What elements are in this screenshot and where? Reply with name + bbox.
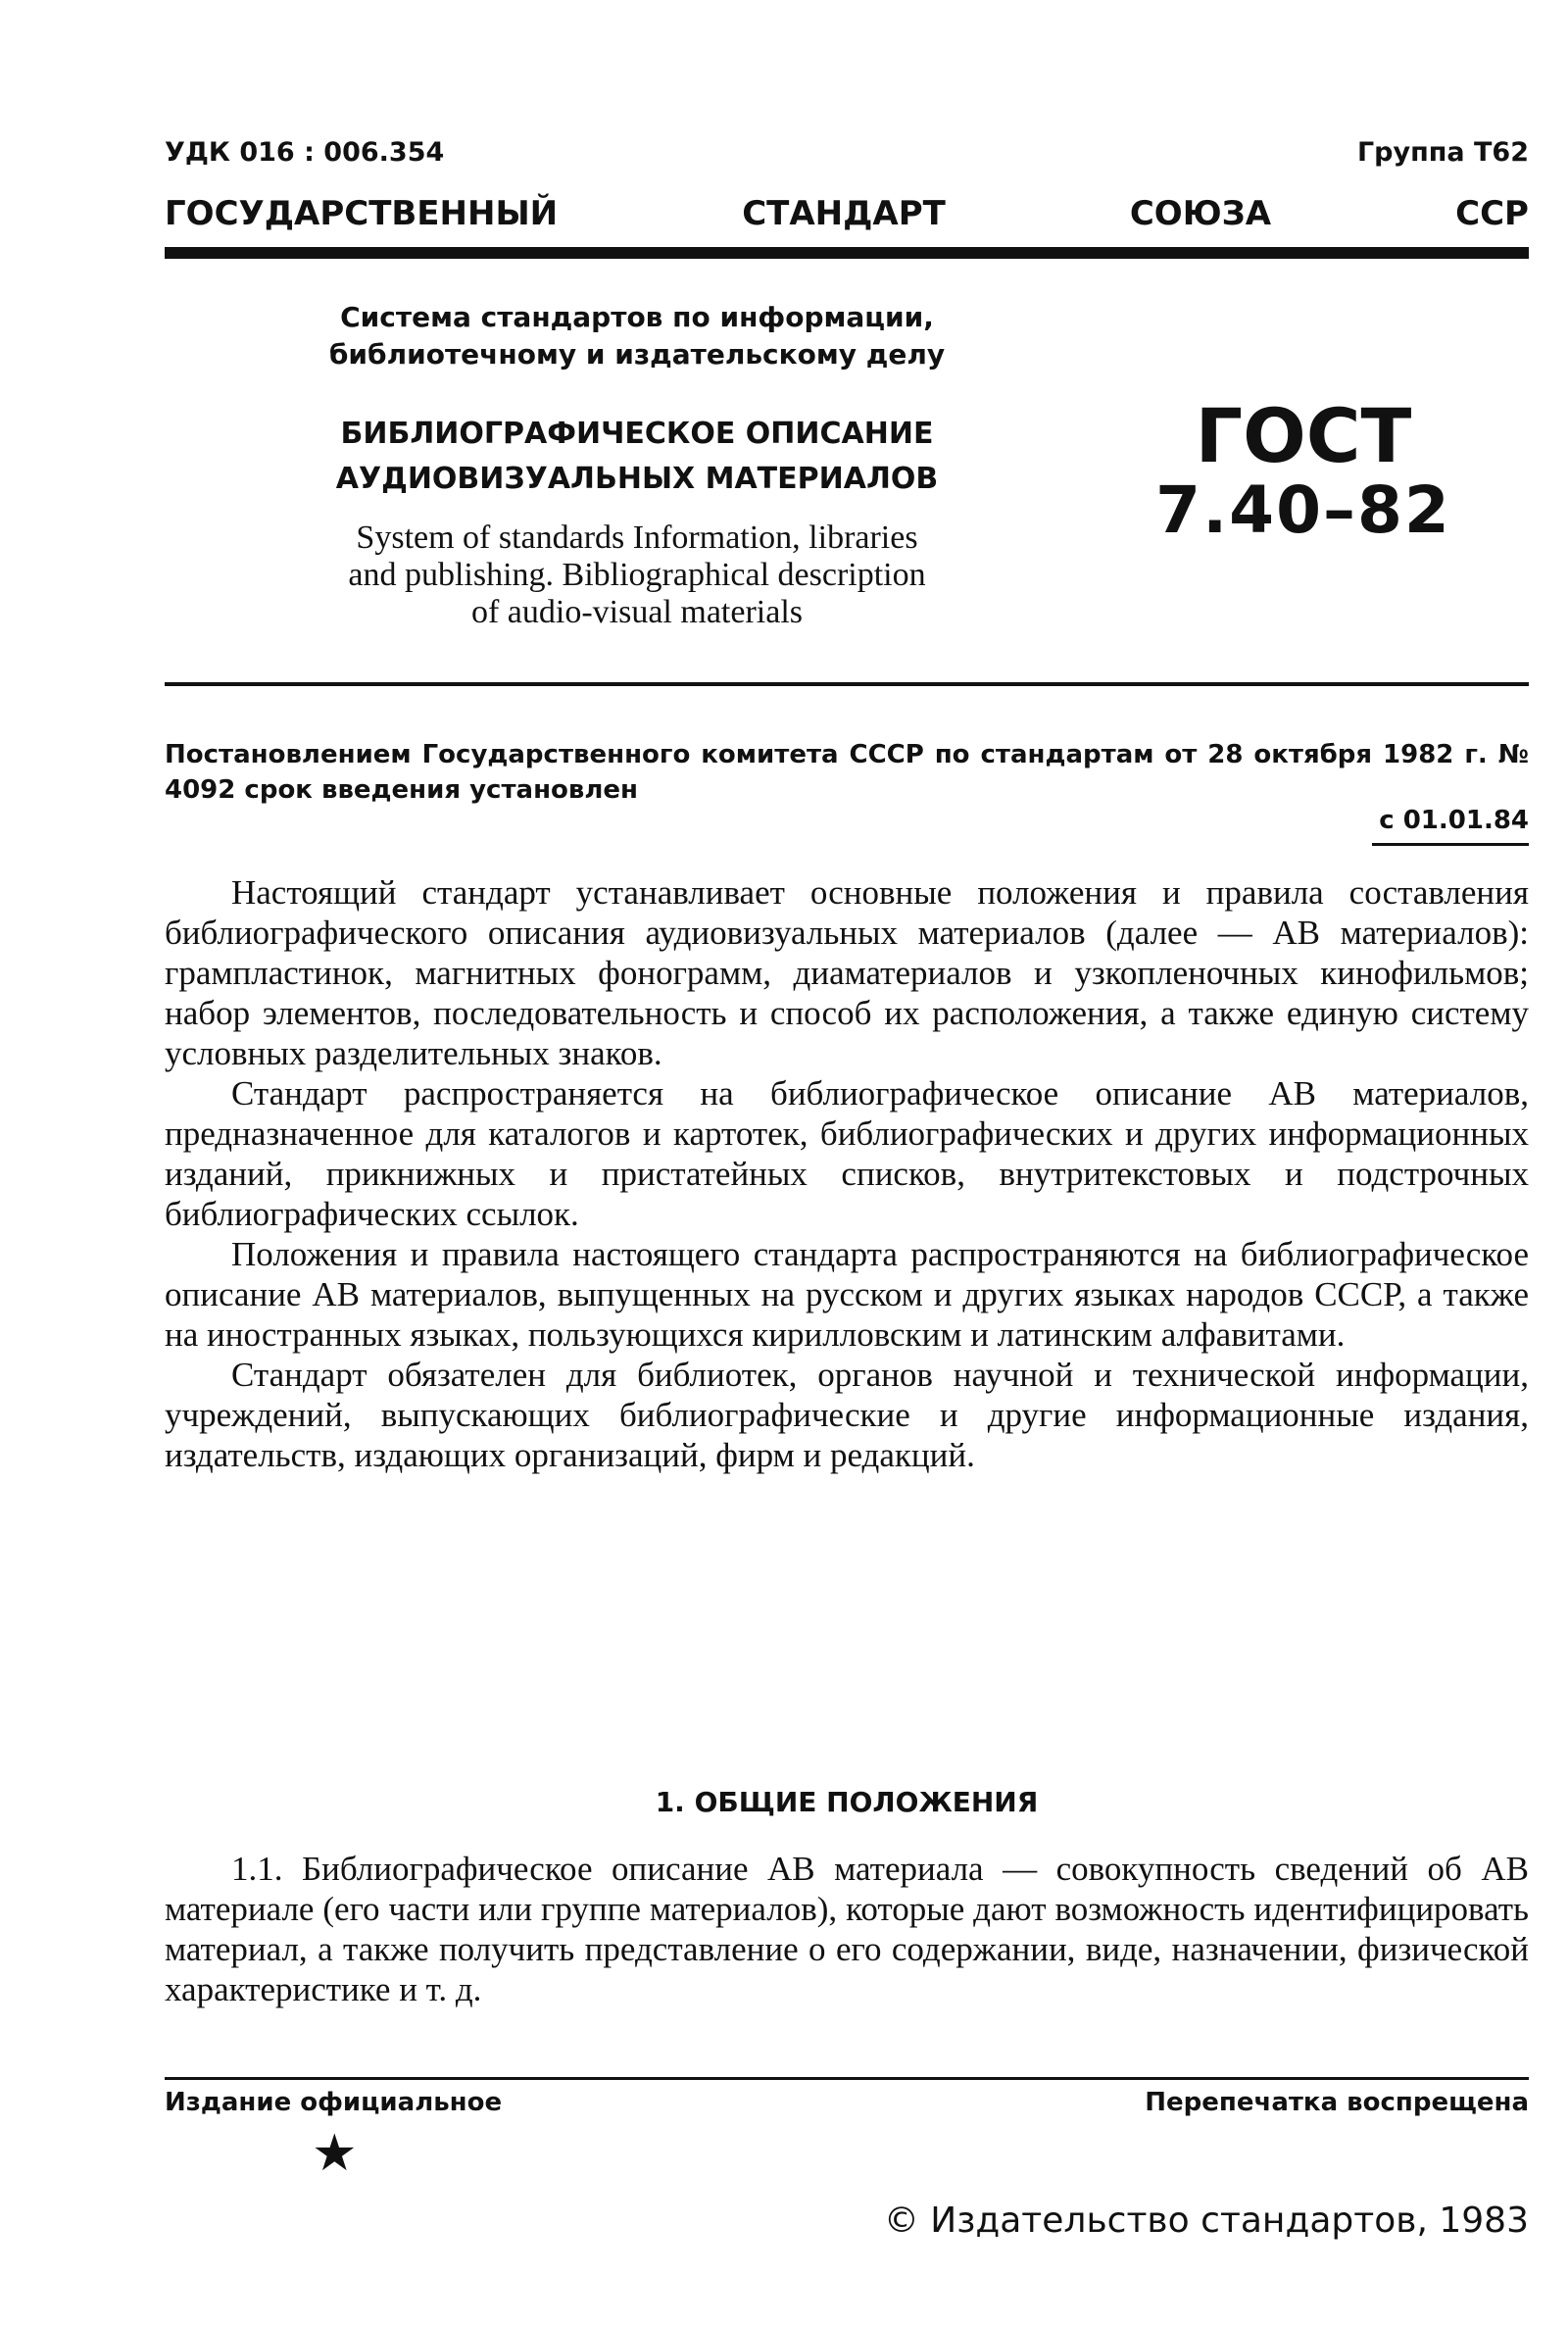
introduction-text: [165, 872, 1529, 1475]
paragraph: Стандарт обязателен для библиотек, органов научной и технической информации, учреждений, выпускающих библиографические и другие информационные издания, издательств, издающих организаций, фирм и редакций.: [165, 1356, 1529, 1474]
translation-line-1: System of standards Information, libraries: [356, 519, 918, 556]
official-edition-label: Издание официальное: [165, 2088, 503, 2117]
header-divider: [165, 247, 1529, 259]
section-heading: 1. ОБЩИЕ ПОЛОЖЕНИЯ: [655, 1786, 1039, 1818]
paragraph: Настоящий стандарт устанавливает основные положения и правила составления библиографического описания аудиовизуальных материалов (далее — АВ материалов): грампластинок, магнитных фонограмм, диаматериалов и узкопленочных кинофильмов; набор элементов, последовательность и способ их расположения, а также единую систему условных разделительных знаков.: [165, 873, 1529, 1072]
udk-code: УДК 016 : 006.354: [165, 137, 445, 168]
title-divider: [165, 682, 1529, 686]
translation-line-3: of audio-visual materials: [470, 594, 803, 630]
series-title: [255, 299, 1019, 373]
group-code: Группа Т62: [1356, 137, 1529, 168]
state-standard-word-2: СТАНДАРТ: [742, 194, 946, 233]
effective-date: с 01.01.84: [1379, 806, 1529, 835]
gost-label: ГОСТ: [1195, 392, 1412, 479]
title-line-1: БИБЛИОГРАФИЧЕСКОЕ ОПИСАНИЕ: [340, 417, 934, 451]
document-title: [255, 412, 1019, 502]
series-line-2: библиотечному и издательскому делу: [328, 338, 946, 371]
state-standard-banner: [165, 194, 1529, 233]
star-icon: ★: [312, 2126, 358, 2182]
copyright-notice: © Издательство стандартов, 1983: [883, 2201, 1529, 2241]
paragraph: Положения и правила настоящего стандарта распространяются на библиографическое описание АВ материалов, выпущенных на русском и других языках народов СССР, а также на иностранных языках, пользующихся кирилловским и латинским алфавитами.: [165, 1235, 1529, 1354]
decree-text: Постановлением Государственного комитета СССР по стандартам от 28 октября 1982 г. № 4092 срок введения установлен: [165, 740, 1529, 805]
effective-date-underline: [1372, 843, 1529, 846]
reprint-prohibited-label: Перепечатка воспрещена: [1145, 2088, 1529, 2117]
clause-1-1: [165, 1849, 1529, 2009]
english-title: [255, 519, 1019, 631]
clause-text: 1.1. Библиографическое описание АВ материала — совокупность сведений об АВ материале (его части или группе материалов), которые дают возможность идентифицировать материал, а также получить представление о его содержании, виде, назначении, физической характеристике и т. д.: [165, 1850, 1529, 2008]
series-line-1: Система стандартов по информации,: [340, 301, 934, 333]
translation-line-2: and publishing. Bibliographical description: [348, 557, 926, 593]
state-standard-word-1: ГОСУДАРСТВЕННЫЙ: [165, 194, 559, 233]
gost-number: 7.40–82: [1155, 472, 1451, 548]
state-standard-word-3: СОЮЗА: [1129, 194, 1272, 233]
state-standard-word-4: ССР: [1455, 194, 1529, 233]
paragraph: Стандарт распространяется на библиографическое описание АВ материалов, предназначенное для каталогов и картотек, библиографических и других информационных изданий, прикнижных и пристатейных списков, внутритекстовых и подстрочных библиографических ссылок.: [165, 1074, 1529, 1233]
title-line-2: АУДИОВИЗУАЛЬНЫХ МАТЕРИАЛОВ: [335, 462, 939, 496]
footer-divider: [165, 2077, 1529, 2080]
